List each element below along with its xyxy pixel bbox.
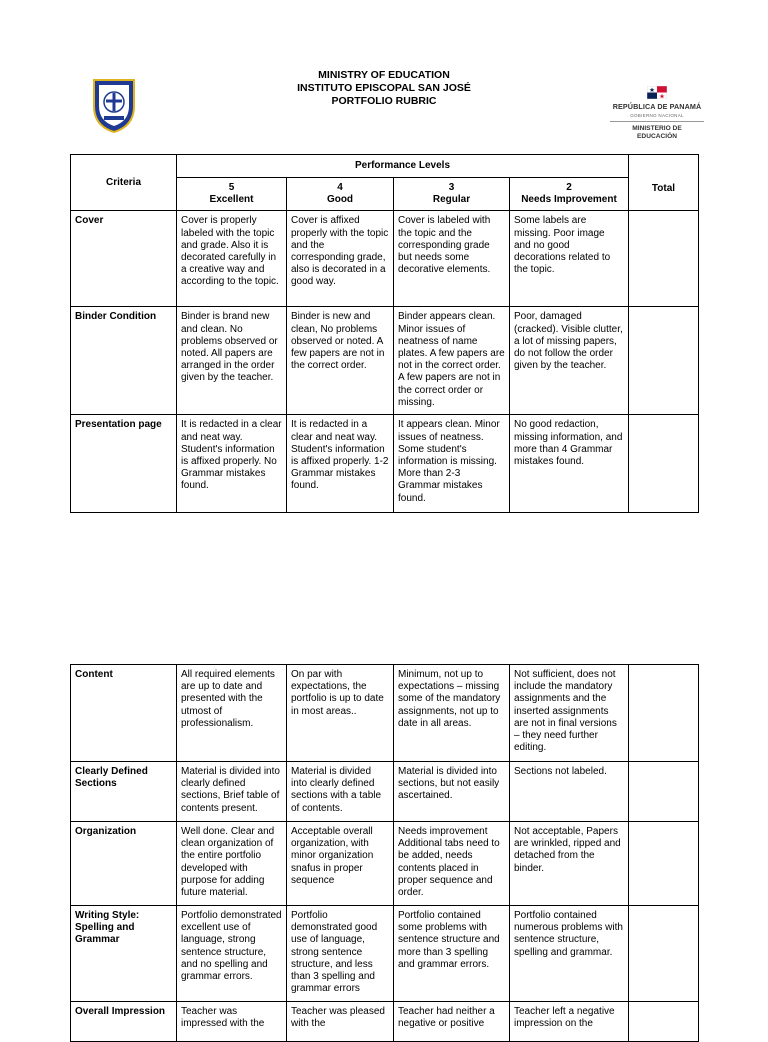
school-title: INSTITUTO EPISCOPAL SAN JOSÉ: [297, 82, 471, 94]
rubric-cell: Binder is brand new and clean. No problems observed or noted. All papers are arranged in the order given by the teacher.: [177, 307, 287, 415]
table-row: [71, 762, 699, 822]
rubric-cell: Minimum, not up to expectations – missing some of the mandatory assignments, not up to date in all areas.: [394, 665, 510, 762]
criterion-cell: Presentation page: [71, 415, 177, 513]
rubric-cell: It is redacted in a clear and neat way. Student's information is affixed properly. 1-2 Grammar mistakes found.: [287, 415, 394, 513]
table-row: [71, 822, 699, 906]
panama-flag-icon: [647, 86, 667, 99]
rubric-cell: Acceptable overall organization, with minor organization snafus in proper sequence: [287, 822, 394, 906]
criterion-cell: Content: [71, 665, 177, 762]
rubric-cell: Cover is labeled with the topic and the corresponding grade but needs some decorative elements.: [394, 211, 510, 307]
school-seal-icon: [90, 76, 138, 134]
total-cell: [629, 762, 699, 822]
table-row: [71, 906, 699, 1002]
government-logo: [606, 86, 708, 141]
rubric-cell: Poor, damaged (cracked). Visible clutter, a lot of missing papers, do not follow the order given by the teacher.: [510, 307, 629, 415]
criterion-cell: Organization: [71, 822, 177, 906]
rubric-cell: Cover is affixed properly with the topic and the corresponding grade, also is decorated in a good way.: [287, 211, 394, 307]
criterion-cell: Cover: [71, 211, 177, 307]
level-header-5: 5 Excellent: [177, 178, 287, 211]
rubric-cell: Not sufficient, does not include the mandatory assignments and the inserted assignments are not in final versions – they need further editing.: [510, 665, 629, 762]
total-cell: [629, 1002, 699, 1042]
document-header: [0, 0, 768, 150]
rubric-table-page2: [70, 664, 699, 1042]
table-row: [71, 1002, 699, 1042]
gov-country: REPÚBLICA DE PANAMÁ: [612, 102, 702, 111]
rubric-cell: Needs improvement Additional tabs need to be added, needs contents placed in proper sequence and order.: [394, 822, 510, 906]
level-header-4: 4 Good: [287, 178, 394, 211]
rubric-cell: Well done. Clear and clean organization of the entire portfolio developed with purpose for adding future material.: [177, 822, 287, 906]
rubric-cell: Binder appears clean. Minor issues of neatness of name plates. A few papers are not in the correct order. A few papers are not in the correct order or missing.: [394, 307, 510, 415]
rubric-cell: Portfolio contained numerous problems with sentence structure, spelling and grammar.: [510, 906, 629, 1002]
rubric-cell: Some labels are missing. Poor image and no good decorations related to the topic.: [510, 211, 629, 307]
performance-levels-header: Performance Levels: [177, 155, 629, 178]
rubric-cell: It appears clean. Minor issues of neatness. Some student's information is missing. More than 2-3 Grammar mistakes found.: [394, 415, 510, 513]
rubric-cell: Not acceptable, Papers are wrinkled, ripped and detached from the binder.: [510, 822, 629, 906]
rubric-cell: Material is divided into sections, but not easily ascertained.: [394, 762, 510, 822]
rubric-cell: Portfolio contained some problems with sentence structure and more than 3 spelling and grammar errors.: [394, 906, 510, 1002]
total-cell: [629, 822, 699, 906]
ministry-title: MINISTRY OF EDUCATION: [318, 69, 450, 81]
table-row: [71, 211, 699, 307]
level-header-3: 3 Regular: [394, 178, 510, 211]
rubric-cell: Sections not labeled.: [510, 762, 629, 822]
rubric-title: PORTFOLIO RUBRIC: [331, 95, 437, 107]
rubric-cell: On par with expectations, the portfolio is up to date in most areas..: [287, 665, 394, 762]
total-cell: [629, 211, 699, 307]
criterion-cell: Overall Impression: [71, 1002, 177, 1042]
rubric-cell: Teacher had neither a negative or positive: [394, 1002, 510, 1042]
ministry-name: MINISTERIO DE EDUCACIÓN: [632, 125, 682, 140]
rubric-cell: Portfolio demonstrated good use of language, strong sentence structure, and less than 3 spelling and grammar errors: [287, 906, 394, 1002]
total-cell: [629, 665, 699, 762]
total-cell: [629, 307, 699, 415]
total-cell: [629, 415, 699, 513]
table-row: [71, 415, 699, 513]
document-title-block: [234, 69, 534, 108]
total-cell: [629, 906, 699, 1002]
criteria-header: Criteria: [71, 155, 177, 211]
rubric-cell: All required elements are up to date and presented with the utmost of professionalism.: [177, 665, 287, 762]
criterion-cell: Binder Condition: [71, 307, 177, 415]
criterion-cell: Clearly Defined Sections: [71, 762, 177, 822]
criterion-cell: Writing Style: Spelling and Grammar: [71, 906, 177, 1002]
rubric-cell: Material is divided into clearly defined sections, Brief table of contents present.: [177, 762, 287, 822]
gov-divider: [610, 121, 704, 122]
table-row: [71, 307, 699, 415]
rubric-cell: Binder is new and clean, No problems observed or noted. A few papers are not in the correct order.: [287, 307, 394, 415]
gov-subtitle: GOBIERNO NACIONAL: [630, 113, 684, 118]
total-header: Total: [629, 155, 699, 211]
rubric-cell: Teacher was impressed with the: [177, 1002, 287, 1042]
rubric-cell: Teacher was pleased with the: [287, 1002, 394, 1042]
rubric-cell: Portfolio demonstrated excellent use of language, strong sentence structure, and no spelling and grammar errors.: [177, 906, 287, 1002]
rubric-cell: Material is divided into clearly defined sections with a table of contents.: [287, 762, 394, 822]
rubric-cell: Teacher left a negative impression on the: [510, 1002, 629, 1042]
rubric-cell: It is redacted in a clear and neat way. Student's information is affixed properly. No Grammar mistakes found.: [177, 415, 287, 513]
rubric-cell: No good redaction, missing information, and more than 4 Grammar mistakes found.: [510, 415, 629, 513]
level-header-2: 2 Needs Improvement: [510, 178, 629, 211]
table-row: [71, 665, 699, 762]
rubric-table-page1: [70, 154, 699, 513]
rubric-cell: Cover is properly labeled with the topic and grade. Also it is decorated carefully in a creative way and according to the topic.: [177, 211, 287, 307]
